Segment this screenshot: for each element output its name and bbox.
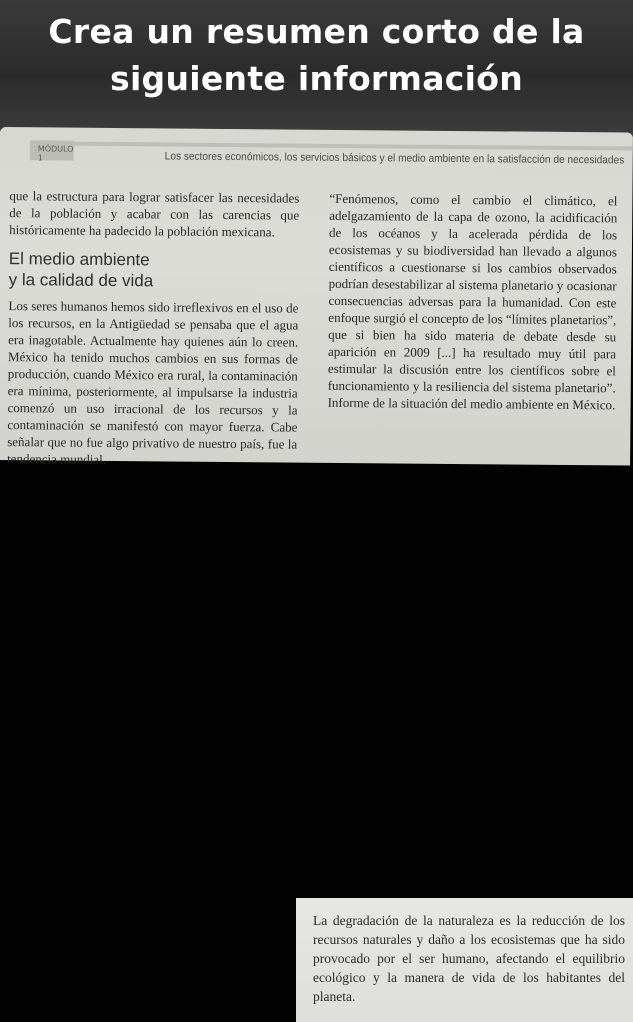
left-column bbox=[7, 187, 299, 470]
running-head: Los sectores económicos, los servicios básicos y el medio ambiente en la satisfacción de necesidades bbox=[165, 150, 625, 167]
prompt-title: Crea un resumen corto de la siguiente información bbox=[48, 12, 585, 98]
prompt-header bbox=[0, 0, 633, 138]
definition-callout bbox=[296, 898, 633, 1022]
module-label: MÓDULO 1 bbox=[30, 140, 74, 160]
section-title-line-1: El medio ambiente bbox=[8, 249, 150, 270]
book-page bbox=[0, 127, 633, 466]
quote-paragraph: “Fenómenos, como el cambio el climático, el adelgazamiento de la capa de ozono, la acidificación de los océanos y la acelerada pérdida de los ecosistemas y su biodiversidad han llevado a algunos científicos a cuestionarse si los cambios observados podrían desestabilizar al sistema planetario y ocasionar consecuencias adversas para la humanidad. Con este enfoque surgió el concepto de los “límites planetarios”, que si bien ha sido materia de debate desde su aparición en 2009 [...] ha resultado muy útil para estimular la discusión entre los científicos sobre el funcionamiento y la resiliencia del sistema planetario”. Informe de la situación del medio ambiente en México. bbox=[327, 190, 618, 413]
section-title-line-2: y la calidad de vida bbox=[8, 270, 154, 291]
body-paragraph: Los seres humanos hemos sido irreflexivos en el uso de los recursos, en la Antigüedad se pensaba que el agua era inagotable. Actualmente hay quienes aún lo creen. México ha tenido muchos cambios en sus formas de producción, cuando México era rural, la contaminación era mínima, posteriormente, al impulsarse la industria comenzó un uso irracional de los recursos y la contaminación se manifestó con mayor fuerza. Cabe señalar que no fue algo privativo de nuestro país, fue la tendencia mundial. bbox=[7, 298, 299, 467]
top-rule bbox=[74, 142, 633, 151]
right-column bbox=[328, 190, 618, 414]
intro-paragraph: que la estructura para lograr satisfacer las necesidades de la población y acabar con las carencias que históricamente ha padecido la población mexicana. bbox=[9, 188, 300, 240]
callout-text: La degradación de la naturaleza es la reducción de los recursos naturales y daño a los ecosistemas que ha sido provocado por el ser humano, afectando el equilibrio ecológico y la manera de vida de los habitantes del planeta. bbox=[313, 913, 625, 1004]
section-title bbox=[9, 248, 299, 293]
